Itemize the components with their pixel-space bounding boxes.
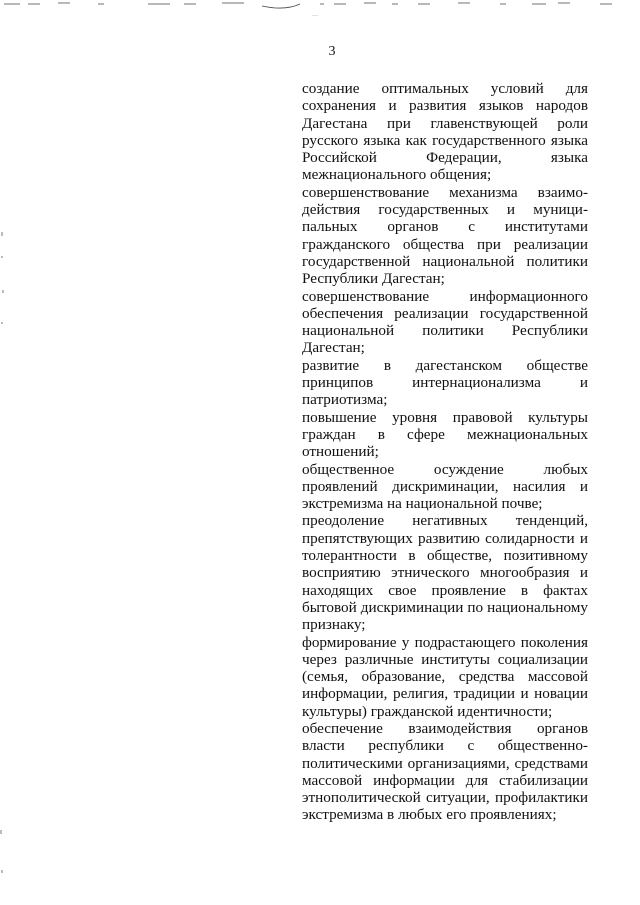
paragraph-languages: создание оптимальных условий для сохранения и развития языков народов Дагестана при главенствующей роли русского языка как государственного языка Российской Федерации, языка межнационального общения; bbox=[302, 80, 588, 184]
paragraph-civic-identity: формирование у подрастающего поколения через различные институты социализации (семья, образование, средства массовой информации, религия, традиции и новации культуры) гражданской идентичности; bbox=[302, 633, 588, 720]
page-number: 3 bbox=[328, 44, 336, 59]
paragraph-interaction-mechanism: совершенствование механизма взаимодействия государственных и муниципальных органов с институтами гражданского общества при реализации государственной национальной политики Республики Дагестан; bbox=[302, 183, 588, 288]
paragraph-cooperation: обеспечение взаимодействия органов власти республики с общественно-политическими организациями, средствами массовой информации для стабилизации этнополитической ситуации, профилактики экстремизма в любых его проявлениях; bbox=[302, 719, 588, 824]
paragraph-tolerance: преодоление негативных тенденций, препятствующих развитию солидарности и толерантности в обществе, позитивному восприятию этнического многообразия и находящих свое проявление в фактах бытовой дискриминации по национальному признаку; bbox=[302, 512, 588, 634]
scan-artifact-top-edge bbox=[0, 0, 640, 16]
paragraph-internationalism: развитие в дагестанском обществе принципов интернационализма и патриотизма; bbox=[302, 356, 588, 409]
body-text bbox=[302, 80, 588, 824]
paragraph-information-support: совершенствование информационного обеспечения реализации государственной национальной политики Республики Дагестан; bbox=[302, 287, 588, 357]
scan-artifact-left-edge bbox=[0, 0, 12, 905]
paragraph-legal-culture: повышение уровня правовой культуры граждан в сфере межнациональных отношений; bbox=[302, 408, 588, 461]
paragraph-condemnation: общественное осуждение любых проявлений дискриминации, насилия и экстремизма на национальной почве; bbox=[302, 460, 588, 513]
